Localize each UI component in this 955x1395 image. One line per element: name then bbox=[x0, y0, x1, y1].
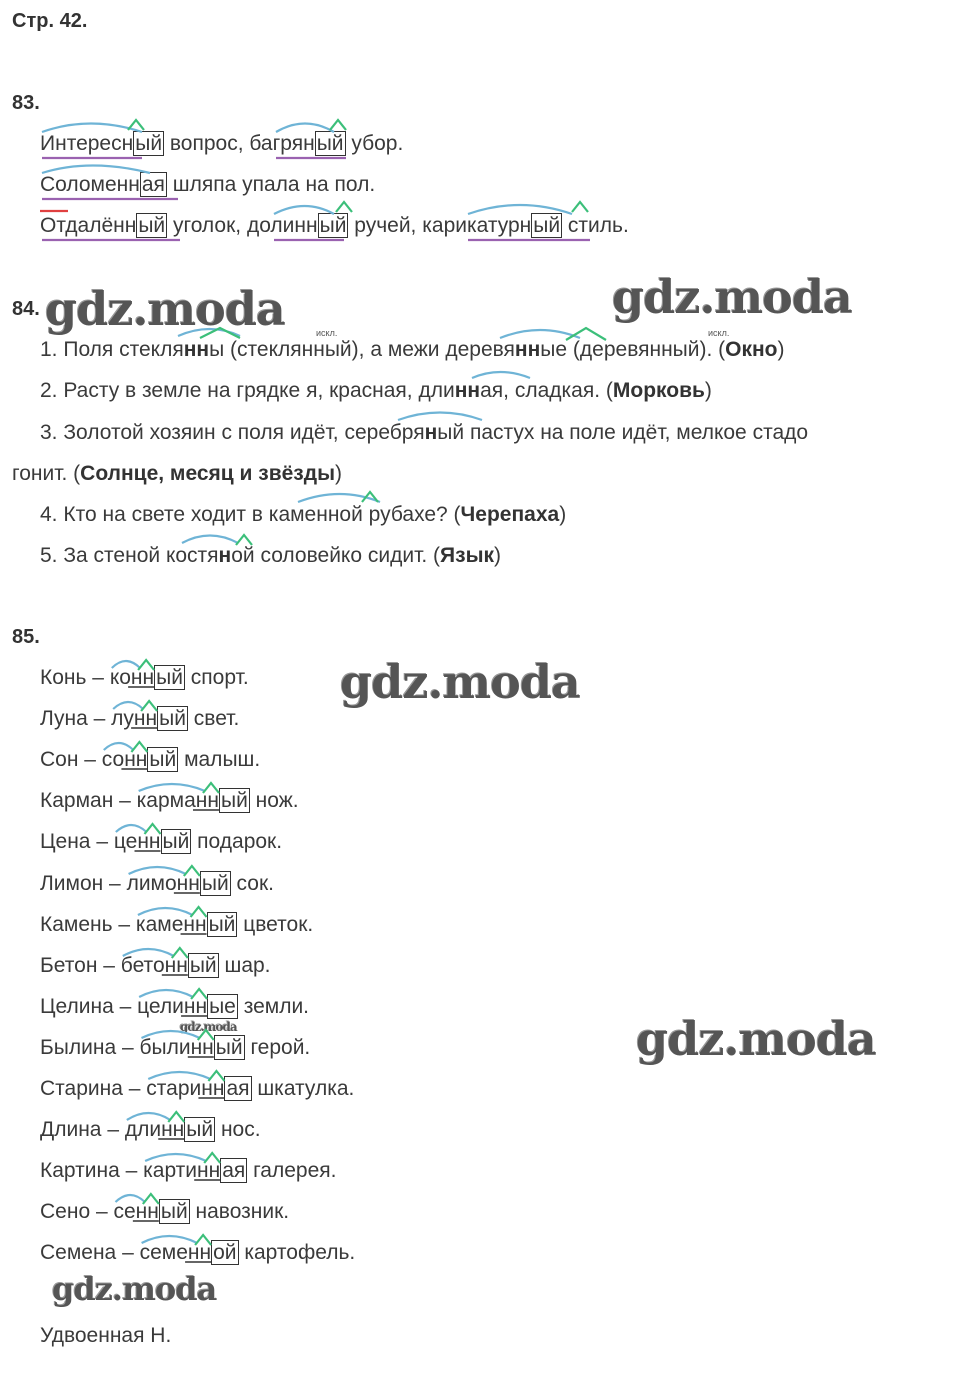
root-arc bbox=[142, 1236, 198, 1243]
watermark: gdz.moda bbox=[636, 1012, 876, 1066]
suffix-mark bbox=[138, 660, 154, 670]
adjective-stem: бетонн bbox=[120, 954, 188, 977]
riddle-answer: Морковь bbox=[612, 379, 705, 402]
adjective-stem: длинн bbox=[124, 1118, 185, 1141]
ex83-line-3: Отдалённый уголок, долинный ручей, карикатурный стиль. bbox=[40, 214, 629, 237]
ending-box: ый bbox=[160, 1200, 188, 1223]
ex83-line-2: Соломенная шляпа упала на пол. bbox=[40, 173, 376, 196]
root-arc bbox=[112, 661, 140, 668]
adjective-stem: каменн bbox=[135, 913, 207, 936]
noun: Карман – bbox=[40, 789, 137, 812]
root-arc bbox=[42, 124, 142, 133]
suffix-mark bbox=[184, 866, 200, 876]
exercise-83-number: 83. bbox=[12, 92, 40, 114]
riddle-answer: Окно bbox=[725, 338, 778, 361]
adjective-stem: ценн bbox=[113, 830, 161, 853]
ending-box: ый bbox=[533, 214, 561, 237]
riddle-answer: Язык bbox=[440, 544, 495, 567]
phrase-tail: картофель. bbox=[238, 1241, 356, 1264]
adjective-stem: картинн bbox=[143, 1159, 221, 1182]
phrase-tail: малыш. bbox=[178, 748, 261, 771]
phrase-tail: шар. bbox=[218, 954, 271, 977]
riddle-answer: Солнце, месяц и звёзды bbox=[80, 462, 336, 485]
suffix-mark bbox=[195, 1235, 211, 1245]
ending-box: ый bbox=[162, 830, 190, 853]
adjective-stem: былинн bbox=[139, 1036, 214, 1059]
ending-box: ая bbox=[226, 1077, 250, 1100]
root-arc bbox=[116, 825, 147, 832]
exception-note: искл. bbox=[316, 328, 338, 338]
ending-box: ый bbox=[156, 666, 183, 689]
phrase-tail: навозник. bbox=[189, 1200, 290, 1223]
adjective-stem: целинн bbox=[137, 995, 208, 1018]
suffix-mark bbox=[203, 783, 219, 793]
root-arc bbox=[139, 990, 193, 997]
ending-box: ый bbox=[138, 214, 166, 237]
noun: Старина – bbox=[40, 1077, 147, 1100]
adjective-stem: сонн bbox=[101, 748, 148, 771]
root-arc bbox=[129, 867, 186, 874]
phrase-tail: нос. bbox=[215, 1118, 261, 1141]
noun: Длина – bbox=[40, 1118, 125, 1141]
watermark: gdz.moda bbox=[52, 1270, 217, 1308]
phrase-tail: нож. bbox=[249, 789, 299, 812]
root-arc bbox=[115, 1195, 144, 1202]
root-arc bbox=[148, 1072, 210, 1079]
ending-box: ая bbox=[222, 1159, 246, 1182]
noun: Семена – bbox=[40, 1241, 140, 1264]
suffix-mark bbox=[143, 1194, 159, 1204]
suffix-mark bbox=[208, 1071, 224, 1081]
watermark: gdz.moda bbox=[340, 655, 580, 709]
phrase-tail: спорт. bbox=[184, 666, 249, 689]
noun: Сон – bbox=[40, 748, 102, 771]
word-stem: Интересн bbox=[40, 132, 134, 155]
noun: Целина – bbox=[40, 995, 138, 1018]
suffix-mark bbox=[191, 907, 207, 917]
adjective-stem: лимонн bbox=[126, 872, 200, 895]
ex83-line-1: Интересный вопрос, багряный убор. bbox=[40, 132, 404, 155]
root-arc bbox=[145, 1154, 206, 1161]
watermark: gdz.moda bbox=[45, 282, 285, 336]
noun: Картина – bbox=[40, 1159, 144, 1182]
ending-box: ый bbox=[159, 707, 186, 730]
ending-box: ый bbox=[319, 214, 347, 237]
ending-box: ый bbox=[149, 748, 177, 771]
ex84-line-1: 1. Поля стеклянны (стеклянный), а межи деревянные (деревянный). (Окно) bbox=[40, 338, 785, 361]
root-arc bbox=[139, 784, 205, 791]
word-stem: Отдалённ bbox=[40, 214, 137, 237]
adjective-stem: конн bbox=[109, 666, 155, 689]
suffix-mark bbox=[191, 989, 207, 999]
phrase-tail: свет. bbox=[187, 707, 240, 730]
phrase-tail: подарок. bbox=[191, 830, 283, 853]
ex84-line-2: 2. Расту в земле на грядке я, красная, длинная, сладкая. (Морковь) bbox=[40, 379, 712, 402]
phrase-tail: сок. bbox=[230, 872, 274, 895]
root-arc bbox=[127, 1113, 170, 1120]
noun: Сено – bbox=[40, 1200, 114, 1223]
suffix-mark bbox=[128, 120, 144, 130]
noun: Луна – bbox=[40, 707, 112, 730]
word-stem: долинн bbox=[246, 214, 318, 237]
phrase-tail: герой. bbox=[244, 1036, 311, 1059]
phrase-tail: шкатулка. bbox=[251, 1077, 355, 1100]
ending-box: ый bbox=[201, 872, 229, 895]
noun: Бетон – bbox=[40, 954, 121, 977]
ending-box: ая bbox=[141, 173, 165, 196]
conclusion: Удвоенная Н. bbox=[40, 1324, 172, 1347]
root-arc bbox=[138, 908, 193, 915]
watermark: gdz.moda bbox=[612, 270, 852, 324]
ex84-line-3-cont: гонит. (Солнце, месяц и звёзды) bbox=[12, 462, 343, 485]
ex84-line-3: 3. Золотой хозяин с поля идёт, серебряный пастух на поле идёт, мелкое стадо bbox=[40, 421, 809, 444]
adjective-stem: старинн bbox=[146, 1077, 225, 1100]
word-stem: багрян bbox=[249, 132, 315, 155]
ending-box: ый bbox=[208, 913, 236, 936]
ending-box: ый bbox=[316, 132, 344, 155]
suffix-mark bbox=[198, 1030, 214, 1040]
root-arc bbox=[123, 949, 174, 956]
phrase-tail: галерея. bbox=[247, 1159, 337, 1182]
word-stem: Соломенн bbox=[40, 173, 140, 196]
noun: Конь – bbox=[40, 666, 110, 689]
suffix-mark bbox=[204, 1153, 220, 1163]
adjective-stem: семенн bbox=[139, 1241, 212, 1264]
root-arc bbox=[113, 702, 143, 709]
ex84-line-4: 4. Кто на свете ходит в каменной рубахе? (Черепаха) bbox=[40, 503, 567, 526]
ending-box: ый bbox=[215, 1036, 243, 1059]
word-stem: карикатурн bbox=[422, 214, 532, 237]
adjective-stem: сенн bbox=[113, 1200, 159, 1223]
root-arc bbox=[141, 1031, 199, 1038]
adjective-stem: лунн bbox=[111, 707, 158, 730]
suffix-mark bbox=[131, 742, 147, 752]
suffix-mark bbox=[145, 824, 161, 834]
exercise-84-number: 84. bbox=[12, 298, 40, 320]
suffix-mark bbox=[168, 1112, 184, 1122]
ending-box: ый bbox=[135, 132, 163, 155]
ending-box: ый bbox=[220, 789, 248, 812]
ending-box: ые bbox=[209, 995, 236, 1018]
riddle-answer: Черепаха bbox=[460, 503, 560, 526]
noun: Лимон – bbox=[40, 872, 127, 895]
phrase-tail: земли. bbox=[237, 995, 310, 1018]
page-title: Стр. 42. bbox=[12, 10, 88, 32]
ex84-line-5: 5. За стеной костяной соловейко сидит. (Язык) bbox=[40, 544, 502, 567]
exercise-85-number: 85. bbox=[12, 626, 40, 648]
noun: Камень – bbox=[40, 913, 136, 936]
root-arc bbox=[104, 743, 134, 750]
ending-box: ый bbox=[189, 954, 217, 977]
watermark: gdz.moda bbox=[180, 1020, 237, 1034]
exception-note: искл. bbox=[708, 328, 730, 338]
phrase-tail: цветок. bbox=[237, 913, 314, 936]
suffix-mark bbox=[172, 948, 188, 958]
noun: Цена – bbox=[40, 830, 114, 853]
suffix-mark bbox=[141, 701, 157, 711]
adjective-stem: карманн bbox=[136, 789, 219, 812]
ending-box: ый bbox=[186, 1118, 214, 1141]
noun: Былина – bbox=[40, 1036, 140, 1059]
ending-box: ой bbox=[213, 1241, 237, 1264]
